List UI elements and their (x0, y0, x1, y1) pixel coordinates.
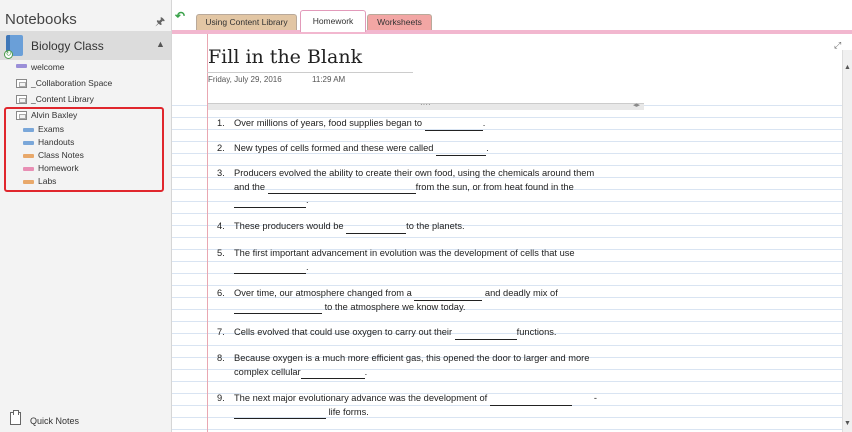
vertical-scrollbar[interactable] (842, 50, 852, 432)
title-underline (207, 72, 413, 73)
answer-blank[interactable] (490, 396, 572, 406)
question-text: The first important advancement in evolution was the development of cells that use (234, 248, 575, 258)
answer-blank[interactable] (346, 224, 406, 234)
notebook-biology-class[interactable] (0, 31, 171, 60)
question-3[interactable] (217, 167, 594, 208)
question-text: The next major evolutionary advance was the development of (234, 393, 490, 403)
tab-worksheets[interactable]: Worksheets (367, 14, 432, 30)
answer-blank[interactable] (268, 184, 416, 194)
question-text: Producers evolved the ability to create their own food, using the chemicals around them (234, 168, 595, 178)
question-number: 2. (217, 143, 225, 153)
answer-blank[interactable] (414, 291, 482, 301)
question-text: Over time, our atmosphere changed from a (234, 288, 415, 298)
question-text: Cells evolved that could use oxygen to carry out their (234, 327, 455, 337)
answer-blank[interactable] (436, 146, 486, 156)
section-color-icon (16, 64, 27, 68)
question-6[interactable] (217, 287, 558, 314)
question-text: - (593, 393, 597, 403)
question-number: 7. (217, 327, 225, 337)
notebook-icon (6, 35, 23, 56)
question-text: . (306, 195, 309, 205)
question-text: New types of cells formed and these were called (234, 143, 437, 153)
question-text: to the planets. (406, 221, 465, 231)
answer-blank[interactable] (234, 198, 306, 208)
question-9[interactable] (217, 392, 597, 419)
notebook-name: Biology Class (31, 39, 104, 53)
question-text: Over millions of years, food supplies began to (234, 118, 425, 128)
question-number: 5. (217, 248, 225, 258)
answer-blank[interactable] (234, 304, 322, 314)
answer-blank[interactable] (234, 264, 306, 274)
quick-notes-label: Quick Notes (30, 416, 80, 426)
tab-using-content-library[interactable]: Using Content Library (196, 14, 297, 30)
section-label: welcome (31, 62, 65, 72)
question-text: and deadly mix of (482, 288, 558, 298)
tab-homework[interactable]: Homework (300, 10, 366, 32)
question-text: . (364, 366, 368, 377)
note-page[interactable] (172, 34, 842, 432)
question-text: complex cellular (234, 366, 301, 377)
question-number: 8. (217, 353, 225, 363)
question-number: 3. (217, 168, 225, 178)
section-label: Class Notes (38, 150, 84, 160)
question-text: functions. (516, 327, 557, 337)
question-5[interactable] (217, 247, 575, 274)
question-text: life forms. (326, 406, 369, 417)
expand-icon[interactable]: ⤢ (834, 40, 842, 50)
sync-icon: ↻ (5, 51, 12, 58)
section-label: _Content Library (31, 94, 94, 104)
question-text: . (482, 118, 486, 128)
answer-blank[interactable] (301, 369, 365, 379)
page-margin-line (207, 34, 208, 432)
section-label: Alvin Baxley (31, 110, 78, 120)
highlight-box (4, 107, 164, 192)
question-text: from the sun, or from heat found in the (415, 181, 574, 192)
question-number: 1. (217, 118, 225, 128)
notebook-navigation-pane (0, 0, 172, 432)
notebooks-header: Notebooks (5, 11, 77, 28)
answer-blank[interactable] (234, 409, 326, 419)
question-number: 9. (217, 393, 225, 403)
question-text: and the (234, 181, 268, 192)
undo-icon[interactable]: ↶ (175, 9, 186, 23)
question-7[interactable] (217, 326, 556, 340)
scroll-down-icon[interactable]: ▼ (844, 420, 851, 427)
page-time: 11:29 AM (312, 75, 346, 84)
section-label: Labs (38, 176, 57, 186)
question-text: These producers would be (234, 221, 347, 231)
section-label: Homework (38, 163, 79, 173)
section-label: Exams (38, 124, 64, 134)
section-group-icon (16, 79, 27, 88)
answer-blank[interactable] (455, 330, 517, 340)
question-4[interactable] (217, 220, 465, 234)
question-text: . (306, 261, 309, 272)
question-1[interactable] (217, 117, 485, 131)
question-text: Because oxygen is a much more efficient gas, this opened the door to larger and more (234, 353, 590, 363)
question-text: . (486, 143, 489, 153)
question-number: 4. (217, 221, 225, 231)
question-2[interactable] (217, 142, 489, 156)
page-title[interactable]: Fill in the Blank (208, 46, 363, 68)
section-group-icon (16, 95, 27, 104)
question-number: 6. (217, 288, 225, 298)
scroll-up-icon[interactable]: ▲ (844, 64, 851, 71)
question-8[interactable] (217, 352, 589, 379)
resize-arrows-icon[interactable]: ◂▸ (632, 102, 640, 109)
pin-icon[interactable]: 🖈 (155, 16, 166, 28)
section-label: Handouts (38, 137, 75, 147)
drag-handle-icon[interactable]: ···· (420, 100, 431, 109)
question-text: to the atmosphere we know today. (322, 301, 466, 312)
section-label: _Collaboration Space (31, 78, 113, 88)
chevron-up-icon[interactable]: ▲ (156, 39, 165, 49)
outline-container-handle[interactable] (208, 100, 644, 110)
quick-notes-icon (10, 412, 21, 425)
page-date: Friday, July 29, 2016 (208, 75, 282, 84)
answer-blank[interactable] (425, 121, 483, 131)
